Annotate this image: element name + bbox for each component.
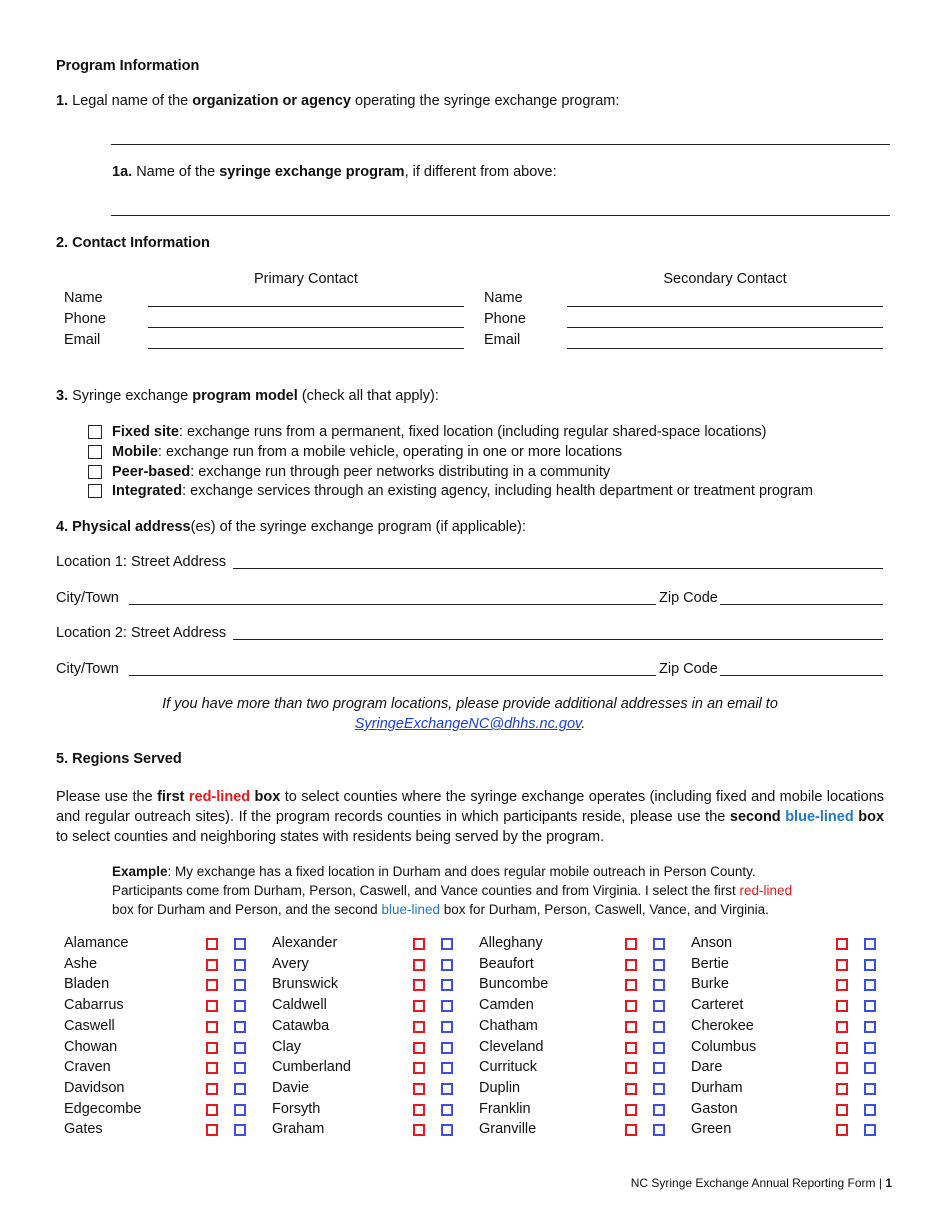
county-label-cumberland: Cumberland <box>272 1059 351 1076</box>
primary-name-field[interactable] <box>148 306 464 307</box>
peer-based-checkbox[interactable] <box>88 465 102 479</box>
county-served-checkbox-carteret[interactable] <box>864 1000 876 1012</box>
county-operates-checkbox-chowan[interactable] <box>206 1042 218 1054</box>
county-operates-checkbox-caldwell[interactable] <box>413 1000 425 1012</box>
county-operates-checkbox-buncombe[interactable] <box>625 979 637 991</box>
county-served-checkbox-alamance[interactable] <box>234 938 246 950</box>
county-served-checkbox-anson[interactable] <box>864 938 876 950</box>
county-label-craven: Craven <box>64 1059 111 1076</box>
email-link[interactable]: SyringeExchangeNC@dhhs.nc.gov <box>354 716 582 732</box>
county-served-checkbox-catawba[interactable] <box>441 1021 453 1033</box>
county-operates-checkbox-duplin[interactable] <box>625 1083 637 1095</box>
mobile-checkbox[interactable] <box>88 445 102 459</box>
location2-city-label: City/Town <box>56 661 119 677</box>
county-label-avery: Avery <box>272 955 309 972</box>
county-served-checkbox-cabarrus[interactable] <box>234 1000 246 1012</box>
county-operates-checkbox-bladen[interactable] <box>206 979 218 991</box>
county-label-durham: Durham <box>691 1079 743 1096</box>
county-operates-checkbox-burke[interactable] <box>836 979 848 991</box>
program-name-field[interactable] <box>111 215 890 216</box>
county-label-cabarrus: Cabarrus <box>64 997 124 1014</box>
county-label-ashe: Ashe <box>64 955 98 972</box>
county-label-camden: Camden <box>479 997 534 1014</box>
county-served-checkbox-caldwell[interactable] <box>441 1000 453 1012</box>
county-label-burke: Burke <box>691 976 729 993</box>
primary-phone-field[interactable] <box>148 327 464 328</box>
county-served-checkbox-chatham[interactable] <box>653 1021 665 1033</box>
county-label-granville: Granville <box>479 1121 537 1138</box>
county-operates-checkbox-caswell[interactable] <box>206 1021 218 1033</box>
county-label-caswell: Caswell <box>64 1017 115 1034</box>
county-operates-checkbox-currituck[interactable] <box>625 1062 637 1074</box>
county-operates-checkbox-cherokee[interactable] <box>836 1021 848 1033</box>
additional-locations-email-line: SyringeExchangeNC@dhhs.nc.gov. <box>354 716 586 732</box>
location1-street-label: Location 1: Street Address <box>56 554 227 570</box>
location1-zip-field[interactable] <box>720 604 883 605</box>
location1-city-field[interactable] <box>129 604 656 605</box>
county-label-carteret: Carteret <box>691 997 744 1014</box>
county-label-bertie: Bertie <box>691 955 729 972</box>
county-label-gates: Gates <box>64 1121 103 1138</box>
county-served-checkbox-craven[interactable] <box>234 1062 246 1074</box>
county-served-checkbox-duplin[interactable] <box>653 1083 665 1095</box>
county-operates-checkbox-alamance[interactable] <box>206 938 218 950</box>
county-label-davie: Davie <box>272 1079 310 1096</box>
fixed-site-checkbox[interactable] <box>88 425 102 439</box>
county-served-checkbox-forsyth[interactable] <box>441 1104 453 1116</box>
county-label-alamance: Alamance <box>64 935 129 951</box>
peer-based-label: Peer-based: exchange run through peer networks distributing in a community <box>112 464 611 480</box>
county-label-bladen: Bladen <box>64 976 110 993</box>
county-label-columbus: Columbus <box>691 1038 757 1055</box>
county-operates-checkbox-catawba[interactable] <box>413 1021 425 1033</box>
example-paragraph: Example: My exchange has a fixed location in Durham and does regular mobile outreach in Person County. Participants come from Durham, Person, Caswell, and Vance counties and from Virginia. I select the first red-lined box for Durham and Person, and the second blue-lined box for Durham, Person, Caswell, Vance, and Virginia. <box>112 864 793 917</box>
integrated-label: Integrated: exchange services through an existing agency, including health department or treatment program <box>112 483 813 499</box>
q1-label: 1. Legal name of the organization or agency operating the syringe exchange program: <box>56 93 620 109</box>
county-served-checkbox-davie[interactable] <box>441 1083 453 1095</box>
primary-email-label: Email <box>64 332 101 348</box>
county-operates-checkbox-carteret[interactable] <box>836 1000 848 1012</box>
q3-label: 3. Syringe exchange program model (check all that apply): <box>56 388 439 404</box>
location2-street-label: Location 2: Street Address <box>56 625 227 641</box>
county-served-checkbox-green[interactable] <box>864 1124 876 1136</box>
county-label-davidson: Davidson <box>64 1079 125 1096</box>
county-served-checkbox-alexander[interactable] <box>441 938 453 950</box>
secondary-phone-field[interactable] <box>567 327 883 328</box>
county-served-checkbox-burke[interactable] <box>864 979 876 991</box>
county-operates-checkbox-davidson[interactable] <box>206 1083 218 1095</box>
county-label-anson: Anson <box>691 935 733 951</box>
county-operates-checkbox-ashe[interactable] <box>206 959 218 971</box>
county-label-caldwell: Caldwell <box>272 997 327 1014</box>
county-served-checkbox-beaufort[interactable] <box>653 959 665 971</box>
county-operates-checkbox-davie[interactable] <box>413 1083 425 1095</box>
county-label-forsyth: Forsyth <box>272 1100 321 1117</box>
county-operates-checkbox-franklin[interactable] <box>625 1104 637 1116</box>
county-operates-checkbox-anson[interactable] <box>836 938 848 950</box>
county-label-clay: Clay <box>272 1038 302 1055</box>
county-label-chatham: Chatham <box>479 1017 538 1034</box>
county-operates-checkbox-alleghany[interactable] <box>625 938 637 950</box>
county-served-checkbox-brunswick[interactable] <box>441 979 453 991</box>
county-operates-checkbox-edgecombe[interactable] <box>206 1104 218 1116</box>
county-served-checkbox-bertie[interactable] <box>864 959 876 971</box>
regions-title: 5. Regions Served <box>56 751 182 767</box>
footer: NC Syringe Exchange Annual Reporting Form | 1 <box>630 1176 892 1190</box>
county-operates-checkbox-gaston[interactable] <box>836 1104 848 1116</box>
org-name-field[interactable] <box>111 144 890 145</box>
county-served-checkbox-gates[interactable] <box>234 1124 246 1136</box>
location2-city-field[interactable] <box>129 675 656 676</box>
location1-city-label: City/Town <box>56 590 119 606</box>
county-served-checkbox-davidson[interactable] <box>234 1083 246 1095</box>
mobile-label: Mobile: exchange run from a mobile vehicle, operating in one or more locations <box>112 444 623 460</box>
county-label-beaufort: Beaufort <box>479 955 534 972</box>
county-served-checkbox-caswell[interactable] <box>234 1021 246 1033</box>
county-label-gaston: Gaston <box>691 1100 738 1117</box>
county-operates-checkbox-cumberland[interactable] <box>413 1062 425 1074</box>
county-served-checkbox-clay[interactable] <box>441 1042 453 1054</box>
county-label-alleghany: Alleghany <box>479 935 543 951</box>
secondary-email-field[interactable] <box>567 348 883 349</box>
county-operates-checkbox-beaufort[interactable] <box>625 959 637 971</box>
county-served-checkbox-graham[interactable] <box>441 1124 453 1136</box>
county-served-checkbox-ashe[interactable] <box>234 959 246 971</box>
location2-street-field[interactable] <box>233 639 883 640</box>
location1-street-field[interactable] <box>233 568 883 569</box>
county-served-checkbox-gaston[interactable] <box>864 1104 876 1116</box>
secondary-phone-label: Phone <box>484 311 526 327</box>
county-operates-checkbox-avery[interactable] <box>413 959 425 971</box>
county-label-catawba: Catawba <box>272 1017 330 1034</box>
county-operates-checkbox-craven[interactable] <box>206 1062 218 1074</box>
county-operates-checkbox-cabarrus[interactable] <box>206 1000 218 1012</box>
county-label-graham: Graham <box>272 1121 325 1138</box>
county-label-dare: Dare <box>691 1059 723 1076</box>
county-operates-checkbox-clay[interactable] <box>413 1042 425 1054</box>
county-label-edgecombe: Edgecombe <box>64 1100 142 1117</box>
secondary-name-label: Name <box>484 290 523 306</box>
county-label-cherokee: Cherokee <box>691 1017 754 1034</box>
county-operates-checkbox-columbus[interactable] <box>836 1042 848 1054</box>
county-served-checkbox-camden[interactable] <box>653 1000 665 1012</box>
additional-locations-note: If you have more than two program locations, please provide additional addresses in an email to <box>162 696 778 712</box>
regions-instructions: Please use the first red-lined box to select counties where the syringe exchange operates (including fixed and mobile locations and regular outreach sites). If the program records counties in which participants reside, please use the second blue-lined box to select counties and neighboring states with residents being served by the program. <box>56 789 885 845</box>
county-label-franklin: Franklin <box>479 1100 531 1117</box>
county-operates-checkbox-dare[interactable] <box>836 1062 848 1074</box>
location2-zip-label: Zip Code <box>659 661 718 677</box>
county-served-checkbox-buncombe[interactable] <box>653 979 665 991</box>
county-served-checkbox-currituck[interactable] <box>653 1062 665 1074</box>
contact-title: 2. Contact Information <box>56 235 210 251</box>
county-served-checkbox-avery[interactable] <box>441 959 453 971</box>
q1a-label: 1a. Name of the syringe exchange program, if different from above: <box>112 164 557 180</box>
primary-contact-heading: Primary Contact <box>254 271 358 287</box>
primary-name-label: Name <box>64 290 103 306</box>
county-served-checkbox-cherokee[interactable] <box>864 1021 876 1033</box>
county-label-green: Green <box>691 1121 732 1138</box>
county-operates-checkbox-alexander[interactable] <box>413 938 425 950</box>
county-operates-checkbox-graham[interactable] <box>413 1124 425 1136</box>
county-label-alexander: Alexander <box>272 935 338 951</box>
county-operates-checkbox-brunswick[interactable] <box>413 979 425 991</box>
location2-zip-field[interactable] <box>720 675 883 676</box>
county-served-checkbox-dare[interactable] <box>864 1062 876 1074</box>
section-title: Program Information <box>56 58 200 74</box>
county-operates-checkbox-cleveland[interactable] <box>625 1042 637 1054</box>
secondary-name-field[interactable] <box>567 306 883 307</box>
secondary-email-label: Email <box>484 332 521 348</box>
county-served-checkbox-alleghany[interactable] <box>653 938 665 950</box>
county-label-duplin: Duplin <box>479 1079 521 1096</box>
fixed-site-label: Fixed site: exchange runs from a permanent, fixed location (including regular shared-space locations) <box>112 424 767 440</box>
county-operates-checkbox-camden[interactable] <box>625 1000 637 1012</box>
county-label-brunswick: Brunswick <box>272 976 339 993</box>
integrated-checkbox[interactable] <box>88 484 102 498</box>
county-served-checkbox-bladen[interactable] <box>234 979 246 991</box>
county-operates-checkbox-granville[interactable] <box>625 1124 637 1136</box>
county-served-checkbox-cleveland[interactable] <box>653 1042 665 1054</box>
primary-email-field[interactable] <box>148 348 464 349</box>
county-operates-checkbox-forsyth[interactable] <box>413 1104 425 1116</box>
county-operates-checkbox-green[interactable] <box>836 1124 848 1136</box>
county-served-checkbox-franklin[interactable] <box>653 1104 665 1116</box>
county-served-checkbox-columbus[interactable] <box>864 1042 876 1054</box>
county-operates-checkbox-chatham[interactable] <box>625 1021 637 1033</box>
primary-phone-label: Phone <box>64 311 106 327</box>
county-served-checkbox-edgecombe[interactable] <box>234 1104 246 1116</box>
county-label-currituck: Currituck <box>479 1059 538 1076</box>
secondary-contact-heading: Secondary Contact <box>663 271 787 287</box>
county-label-buncombe: Buncombe <box>479 976 549 993</box>
county-served-checkbox-chowan[interactable] <box>234 1042 246 1054</box>
location1-zip-label: Zip Code <box>659 590 718 606</box>
county-served-checkbox-cumberland[interactable] <box>441 1062 453 1074</box>
county-label-chowan: Chowan <box>64 1038 118 1055</box>
county-operates-checkbox-gates[interactable] <box>206 1124 218 1136</box>
county-operates-checkbox-durham[interactable] <box>836 1083 848 1095</box>
county-served-checkbox-granville[interactable] <box>653 1124 665 1136</box>
county-served-checkbox-durham[interactable] <box>864 1083 876 1095</box>
county-operates-checkbox-bertie[interactable] <box>836 959 848 971</box>
county-label-cleveland: Cleveland <box>479 1038 544 1055</box>
q4-label: 4. Physical address(es) of the syringe exchange program (if applicable): <box>56 519 526 535</box>
